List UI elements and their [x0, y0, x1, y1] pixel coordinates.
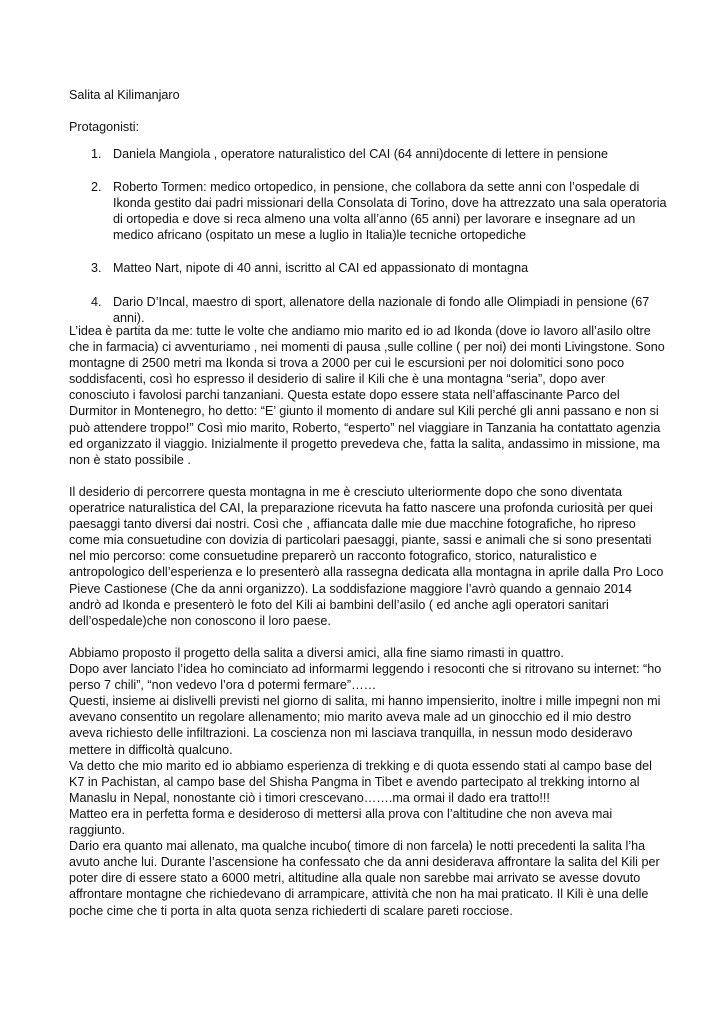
list-item-number: 2.	[91, 180, 102, 195]
protagonists-list	[69, 146, 669, 343]
list-item-number: 1.	[91, 147, 102, 161]
paragraph-2: Il desiderio di percorrere questa montagna in me è cresciuto ulteriormente dopo che sono diventata operatrice naturalistica del CAI, la preparazione ricevuta ha fatto nascere una profonda curiosità per quei paesaggi tanto diversi dai nostri. Così che , affiancata dalle mie due macchine fotografiche, ho ripreso come mia consuetudine con dovizia di particolari paesaggi, piante, sassi e animali che si sono presentati nel mio percorso: come consuetudine preparerò un racconto fotografico, storico, naturalistico e antropologico dell’esperienza e lo presenterò alla rassegna dedicata alla montagna in aprile dalla Pro Loco Pieve Castionese (Che da anni organizzo). La soddisfazione maggiore l’avrò quando a gennaio 2014 andrò ad Ikonda e presenterò le foto del Kili ai bambini dell’asilo ( ed anche agli operatori sanitari dell’ospedale)che non conoscono il loro paese.	[69, 485, 664, 628]
document-title: Salita al Kilimanjaro	[69, 88, 180, 102]
list-item	[69, 294, 669, 326]
protagonists-heading: Protagonisti:	[69, 120, 140, 134]
list-item-text: Daniela Mangiola , operatore naturalistico del CAI (64 anni)docente di lettere in pensione	[113, 147, 608, 161]
list-item-number: 4.	[91, 294, 102, 309]
list-item-text: Matteo Nart, nipote di 40 anni, iscritto al CAI ed appassionato di montagna	[113, 261, 529, 276]
list-item-text: Dario D’Incal, maestro di sport, allenatore della nazionale di fondo alle Olimpiadi in pensione (67 anni).	[113, 294, 650, 325]
paragraph-3: Abbiamo proposto il progetto della salita a diversi amici, alla fine siamo rimasti in quattro. Dopo aver lanciato l’idea ho cominciato ad informarmi leggendo i resoconti che si ritrovano su internet: “ho perso 7 chili”, “non vedevo l’ora d potermi fermare”…… Questi, insieme ai dislivelli previsti nel giorno di salita, mi hanno impensierito, inoltre i mille impegni non mi avevano consentito un regolare allenamento; mio marito aveva male ad un ginocchio ed il mio destro aveva richiesto delle infiltrazioni. La coscienza non mi lasciava tranquilla, in nessun modo desideravo mettere in difficoltà qualcuno. Va detto che mio marito ed io abbiamo esperienza di trekking e di quota essendo stati al campo base del K7 in Pachistan, al campo base del Shisha Pangma in Tibet e avendo partecipato al trekking intorno al Manaslu in Nepal, nonostante ciò i timori crescevano…….ma ormai il dado era tratto!!! Matteo era in perfetta forma e desideroso di mettersi alla prova con l’altitudine che non aveva mai raggiunto. Dario era quanto mai allenato, ma qualche incubo( timore di non farcela) le notti precedenti la salita l’ha avuto anche lui. Durante l’ascensione ha confessato che da anni desiderava affrontare la salita del Kili per poter dire di essere stato a 6000 metri, altitudine alla quale non sarebbe mai arrivato se avesse dovuto affrontare montagne che richiedevano di arrampicare, attività che non ha mai praticato. Il Kili è una delle poche cime che ti porta in alta quota senza richiederti di scalare pareti rocciose.	[69, 646, 662, 918]
list-item	[69, 179, 669, 243]
list-item	[69, 146, 669, 162]
paragraph-1: L’idea è partita da me: tutte le volte che andiamo mio marito ed io ad Ikonda (dove io lavoro all’asilo oltre che in farmacia) ci avventuriamo , nei momenti di pausa ,sulle colline ( per noi) dei monti Livingstone. Sono montagne di 2500 metri ma Ikonda si trova a 2000 per cui le escursioni per noi dolomitici sono poco soddisfacenti, così ho espresso il desiderio di salire il Kili che è una montagna “seria”, dopo aver conosciuto i favolosi parchi tanzaniani. Questa estate dopo essere stata nell’affascinante Parco del Durmitor in Montenegro, ho detto: “E’ giunto il momento di andare sul Kili perché gli anni passano e non si può attendere troppo!” Così mio marito, Roberto, “esperto” nel viaggiare in Tanzania ha contattato agenzia ed organizzato il viaggio. Inizialmente il progetto prevedeva che, fatta la salita, andassimo in missione, ma non è stato possibile .	[69, 324, 665, 467]
list-item	[69, 260, 669, 276]
list-item-number: 3.	[91, 261, 102, 276]
list-item-text: Roberto Tormen: medico ortopedico, in pensione, che collabora da sette anni con l’ospedale di Ikonda gestito dai padri missionari della Consolata di Torino, dove ha attrezzato una sala operatoria di ortopedia e dove si reca almeno una volta all’anno (65 anni) per lavorare e insegnare ad un medico africano (ospitato un mese a luglio in Italia)le tecniche ortopediche	[113, 180, 667, 243]
